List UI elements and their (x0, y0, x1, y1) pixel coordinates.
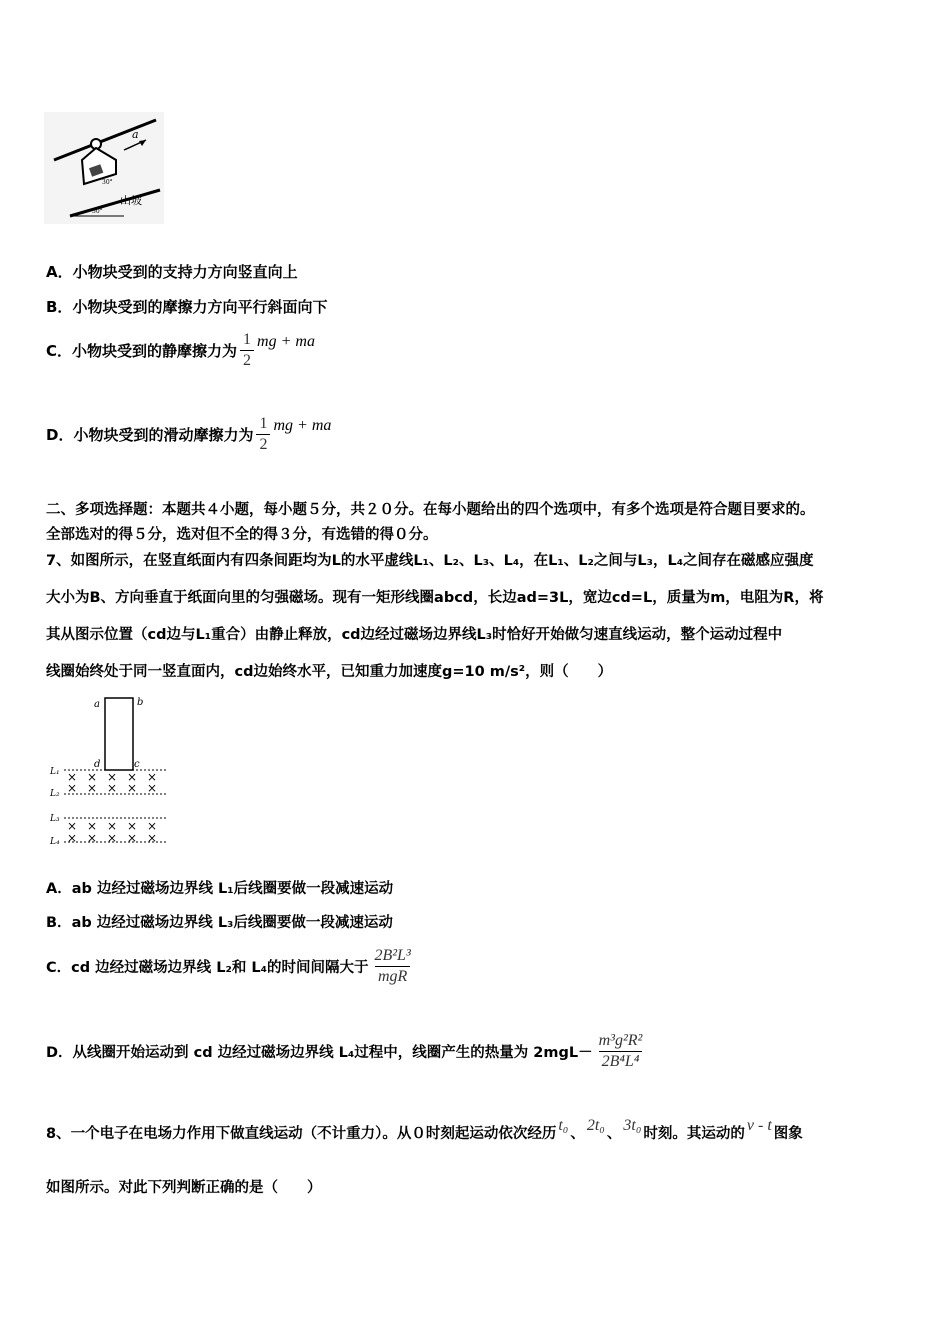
coil-magnetic-figure (46, 692, 171, 852)
q7-line3: 其从图示位置（cd边与L₁重合）由静止释放，cd边经过磁场边界线L₃时恰好开始做匀速直线运动，整个运动过程中 (46, 627, 783, 643)
label-d: d (94, 759, 101, 770)
q7-line4: 线圈始终处于同一竖直面内，cd边始终水平，已知重力加速度g=10 m/s²，则（ ） (46, 664, 613, 680)
field-cross: × (67, 781, 78, 795)
field-cross: × (147, 770, 158, 784)
q8-text-part2: 时刻。其运动的 (643, 1126, 745, 1142)
slope-label: 山坡 (120, 194, 142, 207)
formula-tail: mg + ma (257, 332, 315, 350)
field-cross: × (67, 819, 78, 833)
coil-rectangle (105, 698, 133, 770)
field-cross: × (127, 831, 138, 845)
option-text: 小物块受到的支持力方向竖直向上 (72, 263, 298, 281)
label-b: b (137, 697, 144, 708)
q8-separator: 、 (606, 1126, 622, 1142)
field-cross: × (147, 781, 158, 795)
label-L1: L₁ (50, 767, 60, 777)
fraction-numerator: m³g²R² (598, 1032, 643, 1049)
field-region-upper (67, 770, 157, 795)
field-cross: × (87, 781, 98, 795)
q7-line1: 7、如图所示，在竖直纸面内有四条间距均为L的水平虚线L₁、L₂、L₃、L₄，在L₁、L₂之间与L₃，L₄之间存在磁感应强度 (46, 553, 814, 569)
option-text: 小物块受到的摩擦力方向平行斜面向下 (72, 298, 328, 316)
angle-label-2: 30° (92, 208, 103, 215)
time-3t0: 3t₀ (623, 1117, 642, 1134)
option-text: 小物块受到的滑动摩擦力为 (73, 426, 254, 444)
field-cross: × (147, 831, 158, 845)
accel-label: a (132, 128, 139, 141)
q8-text-part3: 图象 (773, 1126, 803, 1142)
label-L2: L₂ (50, 789, 60, 799)
label-a: a (94, 699, 100, 710)
q7-line2: 大小为B、方向垂直于纸面向里的匀强磁场。现有一矩形线圈abcd，长边ad=3L，宽边cd=L，质量为m，电阻为R，将 (46, 590, 824, 606)
option-text: 小物块受到的静摩擦力为 (72, 342, 238, 360)
fraction (371, 946, 413, 987)
option-label: B． (46, 915, 72, 931)
option-label: D． (46, 426, 74, 444)
q7-option-b (46, 911, 393, 932)
option-text: ab 边经过磁场边界线 L₁后线圈要做一段减速运动 (71, 881, 394, 897)
field-region-lower (67, 819, 157, 845)
section2-line1: 二、多项选择题：本题共４小题，每小题５分，共２０分。在每小题给出的四个选项中，有多个选项是符合题目要求的。 (46, 502, 815, 518)
field-cross: × (147, 819, 158, 833)
option-label: A． (46, 881, 72, 897)
field-cross: × (127, 781, 138, 795)
q8-line1 (46, 1117, 803, 1143)
vt-symbol: v - t (746, 1117, 772, 1134)
q7-option-a (46, 877, 393, 898)
fraction-numerator: 2B²L³ (374, 947, 411, 964)
option-label: D． (46, 1045, 73, 1061)
field-cross: × (87, 819, 98, 833)
time-t0: t₀ (558, 1117, 569, 1134)
field-cross: × (107, 819, 118, 833)
fraction-numerator: 1 (243, 331, 252, 348)
fraction (256, 414, 270, 455)
time-2t0: 2t₀ (586, 1117, 605, 1134)
option-text: 从线圈开始运动到 cd 边经过磁场边界线 L₄过程中，线圈产生的热量为 2mgL－ (72, 1045, 593, 1061)
field-cross: × (87, 831, 98, 845)
field-cross: × (107, 831, 118, 845)
label-L3: L₃ (50, 814, 60, 824)
q6-option-a (46, 261, 298, 282)
q8-text-part1: 8、一个电子在电场力作用下做直线运动（不计重力）。从０时刻起运动依次经历 (46, 1126, 557, 1142)
field-cross: × (87, 770, 98, 784)
field-cross: × (107, 781, 118, 795)
fraction-denominator: mgR (375, 966, 410, 987)
field-cross: × (67, 831, 78, 845)
label-c: c (134, 759, 140, 770)
fraction-denominator: 2B⁴L⁴ (599, 1051, 643, 1072)
option-label: A． (46, 263, 73, 281)
option-label: C． (46, 342, 73, 360)
q6-option-c (46, 330, 315, 371)
fraction-numerator: 1 (259, 415, 268, 432)
q8-separator: 、 (570, 1126, 585, 1142)
option-text: cd 边经过磁场边界线 L₂和 L₄的时间间隔大于 (71, 960, 369, 976)
fraction-denominator: 2 (240, 350, 254, 371)
label-L4: L₄ (50, 837, 60, 847)
slope-figure (44, 112, 164, 224)
option-text: ab 边经过磁场边界线 L₃后线圈要做一段减速运动 (71, 915, 393, 931)
field-cross: × (127, 770, 138, 784)
fraction (596, 1031, 646, 1072)
fraction (240, 330, 254, 371)
q6-option-d (46, 414, 331, 455)
q7-option-c (46, 946, 417, 987)
q6-option-b (46, 296, 327, 317)
angle-label-1: 30° (102, 179, 113, 186)
q8-line2: 如图所示。对此下列判断正确的是（ ） (46, 1180, 322, 1196)
field-cross: × (127, 819, 138, 833)
q7-option-d (46, 1031, 648, 1072)
option-label: B． (46, 298, 73, 316)
field-cross: × (67, 770, 78, 784)
option-label: C． (46, 960, 72, 976)
field-cross: × (107, 770, 118, 784)
fraction-denominator: 2 (256, 434, 270, 455)
section2-line2: 全部选对的得５分，选对但不全的得３分，有选错的得０分。 (46, 527, 438, 543)
formula-tail: mg + ma (273, 416, 332, 434)
